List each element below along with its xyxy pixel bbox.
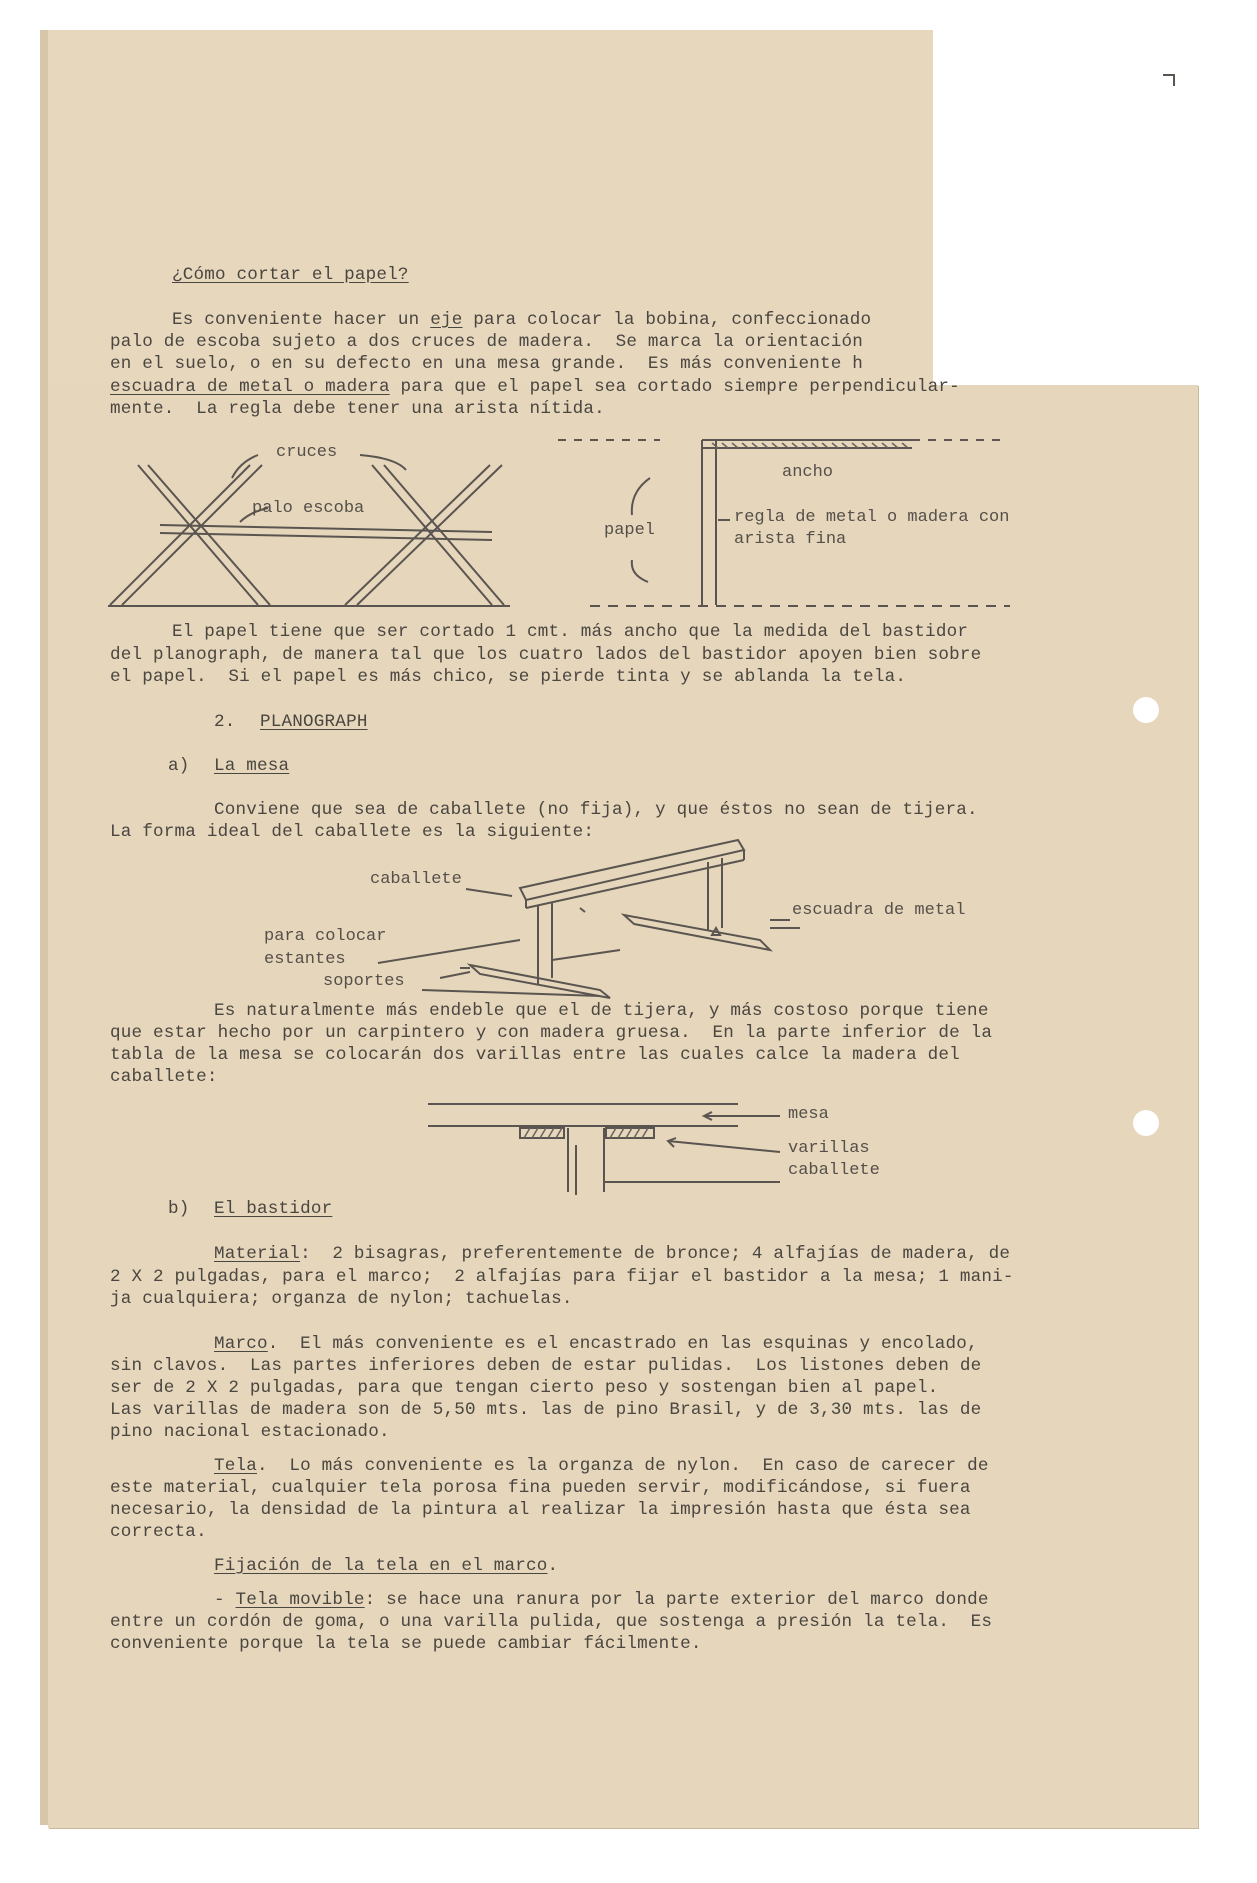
fijacion-line1: - Tela movible: se hace una ranura por la parte exterior del marco donde (214, 1590, 989, 1610)
cut-para1-line1: Es conveniente hacer un eje para colocar la bobina, confeccionado (172, 310, 872, 330)
marco-line4: Las varillas de madera son de 5,50 mts. las de pino Brasil, y de 3,30 mts. las de (110, 1400, 982, 1420)
subsection-b-label: b) (168, 1199, 190, 1219)
label-caballete-2: caballete (788, 1161, 880, 1180)
label-soportes: soportes (323, 972, 405, 991)
cut-para2-line2: del planograph, de manera tal que los cuatro lados del bastidor apoyen bien sobre (110, 645, 982, 665)
label-mesa: mesa (788, 1105, 829, 1124)
label-varillas: varillas (788, 1139, 870, 1158)
cut-para2-line1: El papel tiene que ser cortado 1 cmt. más ancho que la medida del bastidor (172, 622, 969, 642)
cut-para2-line3: el papel. Si el papel es más chico, se pierde tinta y se ablanda la tela. (110, 667, 907, 687)
mesa-para2-line4: caballete: (110, 1067, 218, 1087)
subsection-b-title: El bastidor (214, 1199, 333, 1219)
label-cruces: cruces (276, 443, 338, 462)
mesa-para2-line3: tabla de la mesa se colocarán dos varillas entre las cuales calce la madera del (110, 1045, 960, 1065)
mesa-para2-line2: que estar hecho por un carpintero y con madera gruesa. En la parte inferior de la (110, 1023, 993, 1043)
material-line1: Material: 2 bisagras, preferentemente de bronce; 4 alfajías de madera, de (214, 1244, 1011, 1264)
tela-line1: Tela. Lo más conveniente es la organza de nylon. En caso de carecer de (214, 1456, 989, 1476)
label-regla-line1: regla de metal o madera con (734, 508, 1010, 527)
subsection-a-title: La mesa (214, 756, 290, 776)
label-estantes-line1: para colocar (264, 927, 387, 946)
label-caballete: caballete (370, 870, 462, 889)
label-papel: papel (604, 521, 656, 540)
cut-para1-line4: escuadra de metal o madera para que el papel sea cortado siempre perpendicular- (110, 377, 960, 397)
heading-cut-paper: ¿Cómo cortar el papel? (172, 265, 409, 285)
marco-line1: Marco. El más conveniente es el encastrado en las esquinas y encolado, (214, 1334, 978, 1354)
tela-line3: necesario, la densidad de la pintura al realizar la impresión hasta que ésta sea (110, 1500, 971, 1520)
fijacion-title: Fijación de la tela en el marco. (214, 1556, 559, 1576)
marco-line2: sin clavos. Las partes inferiores deben de estar pulidas. Los listones deben de (110, 1356, 982, 1376)
label-regla-line2: arista fina (734, 530, 847, 549)
fijacion-line2: entre un cordón de goma, o una varilla pulida, que sostenga a presión la tela. Es (110, 1612, 993, 1632)
section-title-planograph: PLANOGRAPH (260, 712, 368, 732)
mesa-para2-line1: Es naturalmente más endeble que el de tijera, y más costoso porque tiene (214, 1001, 989, 1021)
cut-para1-line5: mente. La regla debe tener una arista nítida. (110, 399, 605, 419)
marco-line5: pino nacional estacionado. (110, 1422, 390, 1442)
label-palo-escoba: palo escoba (252, 499, 365, 518)
section-number: 2. (214, 712, 236, 732)
cut-para1-line2: palo de escoba sujeto a dos cruces de madera. Se marca la orientación (110, 332, 864, 352)
mesa-para-line1: Conviene que sea de caballete (no fija), y que éstos no sean de tijera. (214, 800, 978, 820)
tela-line4: correcta. (110, 1522, 207, 1542)
label-estantes-line2: estantes (264, 950, 346, 969)
tela-line2: este material, cualquier tela porosa fina pueden servir, modificándose, si fuera (110, 1478, 971, 1498)
label-ancho: ancho (782, 463, 834, 482)
mesa-para-line2: La forma ideal del caballete es la siguiente: (110, 822, 595, 842)
material-line3: ja cualquiera; organza de nylon; tachuelas. (110, 1289, 573, 1309)
subsection-a-label: a) (168, 756, 190, 776)
cut-para1-line3: en el suelo, o en su defecto en una mesa grande. Es más conveniente h (110, 354, 864, 374)
fijacion-line3: conveniente porque la tela se puede cambiar fácilmente. (110, 1634, 702, 1654)
label-escuadra-metal: escuadra de metal (792, 901, 966, 920)
material-line2: 2 X 2 pulgadas, para el marco; 2 alfajías para fijar el bastidor a la mesa; 1 mani- (110, 1267, 1014, 1287)
marco-line3: ser de 2 X 2 pulgadas, para que tengan cierto peso y sostengan bien al papel. (110, 1378, 939, 1398)
